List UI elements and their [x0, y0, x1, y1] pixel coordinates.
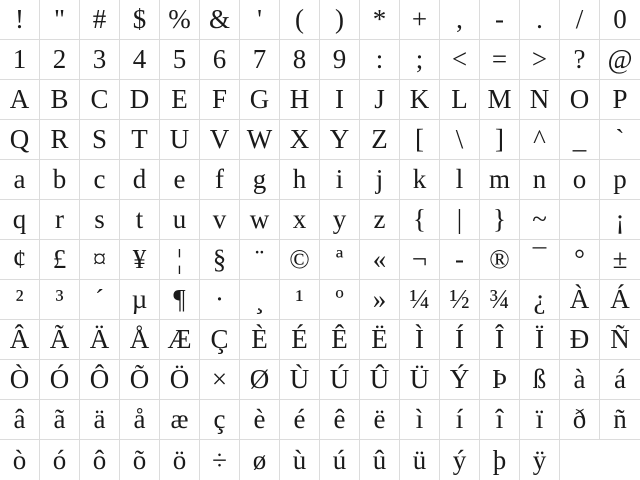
glyph-cell[interactable]: Ë — [360, 320, 400, 360]
glyph-cell[interactable]: = — [480, 40, 520, 80]
glyph-cell[interactable]: ¸ — [240, 280, 280, 320]
glyph-cell[interactable]: G — [240, 80, 280, 120]
glyph-cell[interactable]: H — [280, 80, 320, 120]
glyph-cell[interactable]: / — [560, 0, 600, 40]
glyph-cell[interactable]: c — [80, 160, 120, 200]
glyph-cell[interactable] — [560, 200, 600, 240]
glyph-cell[interactable]: Ð — [560, 320, 600, 360]
glyph-cell[interactable]: ñ — [600, 400, 640, 440]
glyph-cell[interactable]: ä — [80, 400, 120, 440]
glyph-cell[interactable]: Ö — [160, 360, 200, 400]
glyph-cell[interactable]: Î — [480, 320, 520, 360]
glyph-cell[interactable]: l — [440, 160, 480, 200]
glyph-cell[interactable]: Ñ — [600, 320, 640, 360]
glyph-cell[interactable]: ÿ — [520, 440, 560, 480]
glyph-cell[interactable]: E — [160, 80, 200, 120]
glyph-cell[interactable]: S — [80, 120, 120, 160]
glyph-cell[interactable]: b — [40, 160, 80, 200]
glyph-cell[interactable]: a — [0, 160, 40, 200]
glyph-cell[interactable]: . — [520, 0, 560, 40]
glyph-cell[interactable]: } — [480, 200, 520, 240]
glyph-cell[interactable]: C — [80, 80, 120, 120]
glyph-cell[interactable]: ¨ — [240, 240, 280, 280]
glyph-cell[interactable]: ò — [0, 440, 40, 480]
glyph-cell[interactable]: © — [280, 240, 320, 280]
glyph-cell[interactable]: ? — [560, 40, 600, 80]
glyph-cell[interactable]: Ã — [40, 320, 80, 360]
glyph-cell[interactable]: ; — [400, 40, 440, 80]
glyph-cell[interactable]: n — [520, 160, 560, 200]
glyph-cell[interactable]: ÷ — [200, 440, 240, 480]
glyph-cell[interactable]: & — [200, 0, 240, 40]
glyph-cell[interactable]: « — [360, 240, 400, 280]
glyph-cell[interactable]: ~ — [520, 200, 560, 240]
glyph-cell[interactable]: 2 — [40, 40, 80, 80]
glyph-cell[interactable]: e — [160, 160, 200, 200]
glyph-cell[interactable]: % — [160, 0, 200, 40]
glyph-cell[interactable]: ý — [440, 440, 480, 480]
glyph-cell[interactable]: ï — [520, 400, 560, 440]
glyph-cell[interactable]: ¶ — [160, 280, 200, 320]
glyph-cell[interactable]: B — [40, 80, 80, 120]
glyph-cell[interactable]: ² — [0, 280, 40, 320]
glyph-cell[interactable]: ¤ — [80, 240, 120, 280]
glyph-cell[interactable]: Þ — [480, 360, 520, 400]
glyph-cell[interactable]: ½ — [440, 280, 480, 320]
glyph-cell[interactable]: Q — [0, 120, 40, 160]
glyph-cell[interactable]: ` — [600, 120, 640, 160]
glyph-cell[interactable]: s — [80, 200, 120, 240]
glyph-cell[interactable]: * — [360, 0, 400, 40]
glyph-cell[interactable]: N — [520, 80, 560, 120]
glyph-cell[interactable]: L — [440, 80, 480, 120]
glyph-cell[interactable]: R — [40, 120, 80, 160]
glyph-cell[interactable]: º — [320, 280, 360, 320]
glyph-cell[interactable]: g — [240, 160, 280, 200]
glyph-cell[interactable]: \ — [440, 120, 480, 160]
glyph-cell[interactable]: Å — [120, 320, 160, 360]
glyph-cell[interactable]: { — [400, 200, 440, 240]
glyph-cell[interactable]: z — [360, 200, 400, 240]
glyph-cell[interactable]: ' — [240, 0, 280, 40]
glyph-cell[interactable]: â — [0, 400, 40, 440]
glyph-cell[interactable]: v — [200, 200, 240, 240]
glyph-cell[interactable]: Ü — [400, 360, 440, 400]
glyph-cell[interactable]: d — [120, 160, 160, 200]
glyph-cell[interactable]: ö — [160, 440, 200, 480]
glyph-cell[interactable]: U — [160, 120, 200, 160]
glyph-cell[interactable]: 7 — [240, 40, 280, 80]
glyph-cell[interactable]: 5 — [160, 40, 200, 80]
glyph-cell[interactable]: Ý — [440, 360, 480, 400]
glyph-cell[interactable]: á — [600, 360, 640, 400]
glyph-cell[interactable]: M — [480, 80, 520, 120]
glyph-cell[interactable]: $ — [120, 0, 160, 40]
glyph-cell[interactable]: K — [400, 80, 440, 120]
glyph-cell[interactable]: ¼ — [400, 280, 440, 320]
glyph-cell[interactable]: Ô — [80, 360, 120, 400]
glyph-cell[interactable]: æ — [160, 400, 200, 440]
glyph-cell[interactable]: ´ — [80, 280, 120, 320]
glyph-cell[interactable]: Ø — [240, 360, 280, 400]
glyph-cell[interactable]: Á — [600, 280, 640, 320]
glyph-cell[interactable]: ø — [240, 440, 280, 480]
glyph-cell[interactable]: ] — [480, 120, 520, 160]
glyph-cell[interactable]: £ — [40, 240, 80, 280]
glyph-cell[interactable]: u — [160, 200, 200, 240]
glyph-cell[interactable]: Ó — [40, 360, 80, 400]
glyph-cell[interactable]: > — [520, 40, 560, 80]
glyph-cell[interactable]: j — [360, 160, 400, 200]
glyph-cell[interactable]: ó — [40, 440, 80, 480]
glyph-cell[interactable]: · — [200, 280, 240, 320]
glyph-cell[interactable]: Ä — [80, 320, 120, 360]
glyph-cell[interactable]: - — [440, 240, 480, 280]
glyph-cell[interactable]: + — [400, 0, 440, 40]
glyph-cell[interactable]: I — [320, 80, 360, 120]
glyph-cell[interactable]: t — [120, 200, 160, 240]
glyph-cell[interactable]: × — [200, 360, 240, 400]
glyph-cell[interactable]: Æ — [160, 320, 200, 360]
glyph-cell[interactable]: à — [560, 360, 600, 400]
glyph-cell[interactable]: ¹ — [280, 280, 320, 320]
glyph-cell[interactable]: 8 — [280, 40, 320, 80]
glyph-cell[interactable]: Ù — [280, 360, 320, 400]
glyph-cell[interactable]: A — [0, 80, 40, 120]
glyph-cell[interactable]: ì — [400, 400, 440, 440]
glyph-cell[interactable]: û — [360, 440, 400, 480]
glyph-cell[interactable]: ¥ — [120, 240, 160, 280]
glyph-cell[interactable]: p — [600, 160, 640, 200]
glyph-cell[interactable]: ® — [480, 240, 520, 280]
glyph-cell[interactable]: Ú — [320, 360, 360, 400]
glyph-cell[interactable]: o — [560, 160, 600, 200]
glyph-cell[interactable]: ^ — [520, 120, 560, 160]
glyph-cell[interactable]: í — [440, 400, 480, 440]
glyph-cell[interactable]: ) — [320, 0, 360, 40]
glyph-cell[interactable]: - — [480, 0, 520, 40]
glyph-cell[interactable]: 0 — [600, 0, 640, 40]
glyph-cell[interactable]: ¢ — [0, 240, 40, 280]
glyph-cell[interactable]: " — [40, 0, 80, 40]
glyph-cell[interactable]: r — [40, 200, 80, 240]
glyph-cell[interactable]: [ — [400, 120, 440, 160]
glyph-cell[interactable]: î — [480, 400, 520, 440]
glyph-cell[interactable]: f — [200, 160, 240, 200]
glyph-cell[interactable]: q — [0, 200, 40, 240]
glyph-cell[interactable]: : — [360, 40, 400, 80]
glyph-cell[interactable]: @ — [600, 40, 640, 80]
glyph-cell[interactable]: ã — [40, 400, 80, 440]
glyph-cell[interactable]: O — [560, 80, 600, 120]
glyph-cell[interactable]: Í — [440, 320, 480, 360]
glyph-cell[interactable]: ª — [320, 240, 360, 280]
glyph-cell[interactable]: V — [200, 120, 240, 160]
glyph-cell[interactable]: ¿ — [520, 280, 560, 320]
glyph-cell[interactable]: < — [440, 40, 480, 80]
glyph-cell[interactable]: , — [440, 0, 480, 40]
glyph-cell[interactable]: Õ — [120, 360, 160, 400]
empty-cell — [600, 440, 640, 480]
glyph-cell[interactable]: W — [240, 120, 280, 160]
glyph-cell[interactable]: 9 — [320, 40, 360, 80]
glyph-cell[interactable]: ¯ — [520, 240, 560, 280]
glyph-cell[interactable]: ß — [520, 360, 560, 400]
glyph-cell[interactable]: | — [440, 200, 480, 240]
glyph-cell[interactable]: Z — [360, 120, 400, 160]
glyph-cell[interactable]: # — [80, 0, 120, 40]
glyph-cell[interactable]: Ï — [520, 320, 560, 360]
glyph-cell[interactable]: x — [280, 200, 320, 240]
glyph-cell[interactable]: w — [240, 200, 280, 240]
glyph-cell[interactable]: ð — [560, 400, 600, 440]
glyph-cell[interactable]: i — [320, 160, 360, 200]
glyph-cell[interactable]: õ — [120, 440, 160, 480]
glyph-cell[interactable]: ¡ — [600, 200, 640, 240]
glyph-cell[interactable]: 6 — [200, 40, 240, 80]
glyph-cell[interactable]: Ò — [0, 360, 40, 400]
glyph-cell[interactable]: ! — [0, 0, 40, 40]
glyph-cell[interactable]: å — [120, 400, 160, 440]
glyph-cell[interactable]: Y — [320, 120, 360, 160]
glyph-cell[interactable]: F — [200, 80, 240, 120]
glyph-cell[interactable]: » — [360, 280, 400, 320]
glyph-cell[interactable]: P — [600, 80, 640, 120]
glyph-cell[interactable]: ¦ — [160, 240, 200, 280]
glyph-cell[interactable]: T — [120, 120, 160, 160]
glyph-cell[interactable]: ô — [80, 440, 120, 480]
glyph-cell[interactable]: § — [200, 240, 240, 280]
glyph-cell[interactable]: Ê — [320, 320, 360, 360]
glyph-cell[interactable]: Ì — [400, 320, 440, 360]
glyph-cell[interactable]: ± — [600, 240, 640, 280]
glyph-cell[interactable]: Â — [0, 320, 40, 360]
glyph-cell[interactable]: ë — [360, 400, 400, 440]
glyph-cell[interactable]: Û — [360, 360, 400, 400]
glyph-cell[interactable]: ¬ — [400, 240, 440, 280]
glyph-cell[interactable]: 4 — [120, 40, 160, 80]
glyph-cell[interactable]: m — [480, 160, 520, 200]
glyph-cell[interactable]: ³ — [40, 280, 80, 320]
glyph-cell[interactable]: h — [280, 160, 320, 200]
glyph-cell[interactable]: ú — [320, 440, 360, 480]
glyph-cell[interactable]: ê — [320, 400, 360, 440]
glyph-cell[interactable]: D — [120, 80, 160, 120]
glyph-cell[interactable]: 3 — [80, 40, 120, 80]
glyph-cell[interactable]: ù — [280, 440, 320, 480]
glyph-cell[interactable]: 1 — [0, 40, 40, 80]
glyph-cell[interactable]: À — [560, 280, 600, 320]
glyph-cell[interactable]: X — [280, 120, 320, 160]
glyph-cell[interactable]: µ — [120, 280, 160, 320]
glyph-cell[interactable]: è — [240, 400, 280, 440]
glyph-cell[interactable]: ° — [560, 240, 600, 280]
glyph-cell[interactable]: _ — [560, 120, 600, 160]
glyph-cell[interactable]: ç — [200, 400, 240, 440]
glyph-cell[interactable]: ¾ — [480, 280, 520, 320]
glyph-cell[interactable]: é — [280, 400, 320, 440]
glyph-cell[interactable]: þ — [480, 440, 520, 480]
glyph-cell[interactable]: k — [400, 160, 440, 200]
glyph-cell[interactable]: J — [360, 80, 400, 120]
glyph-cell[interactable]: y — [320, 200, 360, 240]
glyph-cell[interactable]: È — [240, 320, 280, 360]
empty-cell — [560, 440, 600, 480]
glyph-cell[interactable]: Ç — [200, 320, 240, 360]
glyph-cell[interactable]: ( — [280, 0, 320, 40]
glyph-cell[interactable]: É — [280, 320, 320, 360]
glyph-cell[interactable]: ü — [400, 440, 440, 480]
